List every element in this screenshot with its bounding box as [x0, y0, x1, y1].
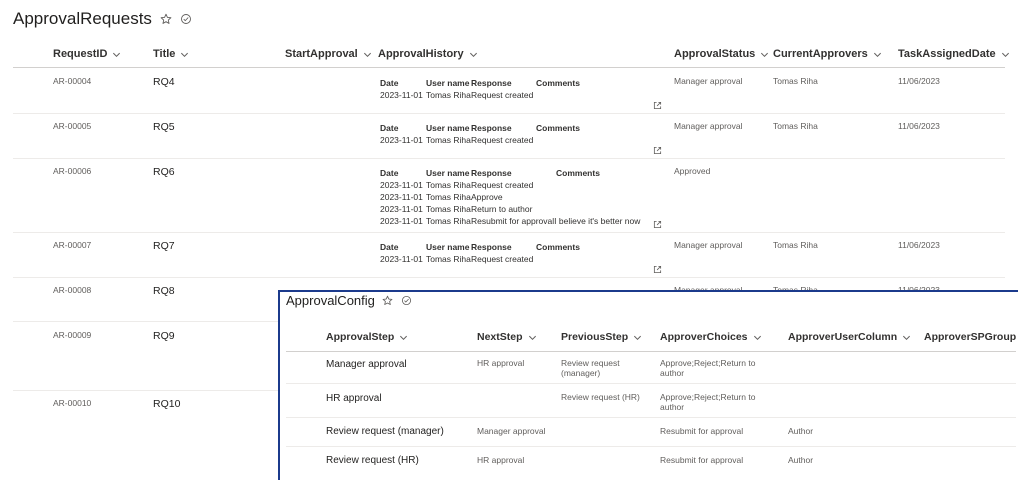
approval-step[interactable]: Review request (HR): [326, 455, 419, 466]
request-id: AR-00005: [53, 121, 92, 131]
history-row: 2023-11-01 Tomas Riha Approve: [380, 192, 503, 202]
row-divider: [286, 417, 1016, 418]
approval-config-panel: [278, 290, 1018, 480]
chevron-down-icon: [469, 50, 478, 59]
approval-history: [380, 241, 580, 267]
open-external-icon[interactable]: [653, 265, 662, 274]
current-approvers: Tomas Riha: [773, 76, 818, 86]
sync-check-icon[interactable]: [401, 294, 413, 306]
chevron-down-icon: [1001, 50, 1010, 59]
chevron-down-icon: [902, 333, 911, 342]
star-icon[interactable]: [382, 294, 394, 306]
approval-step[interactable]: Manager approval: [326, 359, 407, 370]
row-divider: [13, 277, 1005, 278]
approval-step[interactable]: Review request (manager): [326, 426, 444, 437]
history-row: 2023-11-01 Tomas Riha Request created: [380, 180, 534, 190]
approver-choices: Approve;Reject;Return to author: [660, 392, 756, 412]
column-header-approvalhistory[interactable]: [378, 47, 478, 61]
chevron-down-icon: [760, 50, 769, 59]
row-divider: [13, 158, 1005, 159]
approval-history: [380, 77, 580, 103]
column-label: Title: [153, 48, 176, 60]
history-header: Date User name Response Comments: [380, 78, 580, 88]
row-divider: [13, 113, 1005, 114]
config-title-row: [286, 292, 413, 308]
request-title[interactable]: RQ7: [153, 240, 175, 252]
column-label: CurrentApprovers: [773, 48, 868, 60]
column-label: NextStep: [477, 331, 523, 343]
history-row: 2023-11-01 Tomas Riha Request created: [380, 135, 534, 145]
row-divider: [286, 383, 1016, 384]
column-label: ApproverSPGroup: [924, 331, 1017, 343]
request-title[interactable]: RQ6: [153, 166, 175, 178]
column-header-currentapprovers[interactable]: [773, 47, 882, 61]
column-header-approverspgroup[interactable]: [924, 330, 1016, 344]
approver-choices: Resubmit for approval: [660, 426, 744, 436]
column-header-startapproval[interactable]: [285, 47, 372, 61]
approval-status: Manager approval: [674, 240, 743, 250]
column-header-requestid[interactable]: [53, 47, 121, 61]
approval-history: [380, 167, 650, 226]
header-divider: [13, 67, 1005, 68]
chevron-down-icon: [399, 333, 408, 342]
approval-history: [380, 122, 580, 148]
chevron-down-icon: [873, 50, 882, 59]
request-title[interactable]: RQ10: [153, 398, 181, 410]
column-label: ApproverUserColumn: [788, 331, 898, 343]
approval-step[interactable]: HR approval: [326, 393, 382, 404]
column-label: TaskAssignedDate: [898, 48, 996, 60]
column-header-approverusercolumn[interactable]: [788, 330, 911, 344]
column-label: RequestID: [53, 48, 108, 60]
open-external-icon[interactable]: [653, 220, 662, 229]
request-title[interactable]: RQ8: [153, 285, 175, 297]
list-title-row: [13, 9, 192, 29]
column-label: ApprovalStatus: [674, 48, 756, 60]
request-id: AR-00004: [53, 76, 92, 86]
star-icon[interactable]: [160, 13, 172, 25]
column-header-approverchoices[interactable]: [660, 330, 762, 344]
approval-status: Approved: [674, 166, 711, 176]
task-assigned-date: 11/06/2023: [898, 240, 940, 250]
column-header-taskassigneddate[interactable]: [898, 47, 1010, 61]
task-assigned-date: 11/06/2023: [898, 121, 940, 131]
request-id: AR-00008: [53, 285, 92, 295]
next-step: Manager approval: [477, 426, 546, 436]
chevron-down-icon: [180, 50, 189, 59]
previous-step: Review request (manager): [561, 358, 620, 378]
approval-status: Manager approval: [674, 121, 743, 131]
column-label: PreviousStep: [561, 331, 629, 343]
column-header-approvalstatus[interactable]: [674, 47, 769, 61]
approver-choices: Approve;Reject;Return to author: [660, 358, 756, 378]
row-divider: [13, 232, 1005, 233]
request-id: AR-00007: [53, 240, 92, 250]
history-row: 2023-11-01 Tomas Riha Resubmit for approval I believe it's better now: [380, 216, 641, 226]
column-header-previousstep[interactable]: [561, 330, 642, 344]
chevron-down-icon: [112, 50, 121, 59]
approval-status: Manager approval: [674, 76, 743, 86]
current-approvers: Tomas Riha: [773, 240, 818, 250]
request-id: AR-00010: [53, 398, 92, 408]
approver-choices: Resubmit for approval: [660, 455, 744, 465]
open-external-icon[interactable]: [653, 101, 662, 110]
column-header-approvalstep[interactable]: [326, 330, 408, 344]
history-row: 2023-11-01 Tomas Riha Request created: [380, 90, 534, 100]
request-title[interactable]: RQ5: [153, 121, 175, 133]
next-step: HR approval: [477, 455, 525, 465]
task-assigned-date: 11/06/2023: [898, 76, 940, 86]
request-id: AR-00009: [53, 330, 92, 340]
approver-user-column: Author: [788, 426, 814, 436]
row-divider: [286, 446, 1016, 447]
column-label: ApprovalStep: [326, 331, 395, 343]
chevron-down-icon: [363, 50, 372, 59]
history-header: Date User name Response Comments: [380, 168, 600, 178]
chevron-down-icon: [633, 333, 642, 342]
request-title[interactable]: RQ9: [153, 330, 175, 342]
chevron-down-icon: [753, 333, 762, 342]
current-approvers: Tomas Riha: [773, 121, 818, 131]
sync-check-icon[interactable]: [180, 13, 192, 25]
chevron-down-icon: [528, 333, 537, 342]
config-title: ApprovalConfig: [286, 292, 375, 308]
history-row: 2023-11-01 Tomas Riha Request created: [380, 254, 534, 264]
column-header-nextstep[interactable]: [477, 330, 537, 344]
approver-user-column: Author: [788, 455, 814, 465]
previous-step: Review request (HR): [561, 392, 640, 402]
column-label: ApproverChoices: [660, 331, 748, 343]
request-id: AR-00006: [53, 166, 92, 176]
history-header: Date User name Response Comments: [380, 242, 580, 252]
column-label: ApprovalHistory: [378, 48, 464, 60]
open-external-icon[interactable]: [653, 146, 662, 155]
column-label: StartApproval: [285, 48, 358, 60]
column-header-title[interactable]: [153, 47, 189, 61]
request-title[interactable]: RQ4: [153, 76, 175, 88]
history-header: Date User name Response Comments: [380, 123, 580, 133]
list-title: ApprovalRequests: [13, 9, 152, 28]
next-step: HR approval: [477, 358, 525, 368]
header-divider: [286, 351, 1016, 352]
history-row: 2023-11-01 Tomas Riha Return to author: [380, 204, 533, 214]
